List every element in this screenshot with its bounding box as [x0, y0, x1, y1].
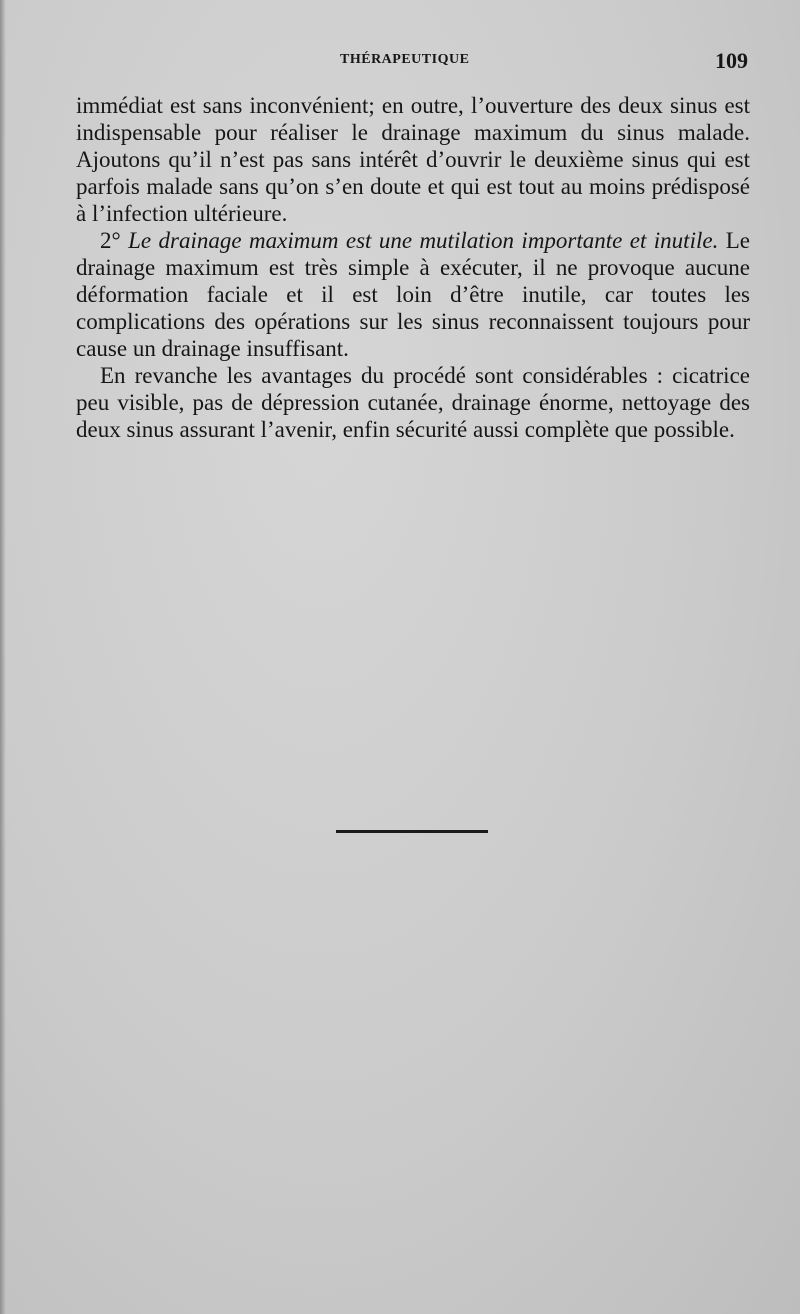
- page-number: 109: [715, 48, 748, 73]
- paragraph-2-heading: Le drainage maximum est une mutilation importante et inutile.: [128, 228, 719, 253]
- section-end-rule: [336, 830, 488, 833]
- paragraph-2-number: 2°: [100, 228, 129, 253]
- paragraph-2-text: Le drainage maximum est très simple à exécuter, il ne provoque aucune déformation faciale et il est loin d’être inutile, car toutes les complications des opérations sur les sinus reconnaissent toujours pour cause un drainage insuffisant.: [76, 228, 751, 361]
- paragraph-1: immédiat est sans inconvénient; en outre, l’ouverture des deux sinus est indispensable pour réaliser le drainage maximum du sinus malade. Ajoutons qu’il n’est pas sans intérêt d’ouvrir le deuxième sinus qui est parfois malade sans qu’on s’en doute et qui est tout au moins prédisposé à l’infection ultérieure.: [76, 93, 750, 226]
- paragraph-2: [76, 227, 750, 362]
- paragraph-3: En revanche les avantages du procédé sont considérables : cicatrice peu visible, pas de dépression cutanée, drainage énorme, nettoyage des deux sinus assurant l’avenir, enfin sécurité aussi complète que possible.: [76, 363, 750, 442]
- page-edge-shadow: [0, 0, 6, 1314]
- page-header: [0, 48, 800, 74]
- body-text: [76, 92, 750, 443]
- running-title: THÉRAPEUTIQUE: [340, 52, 470, 67]
